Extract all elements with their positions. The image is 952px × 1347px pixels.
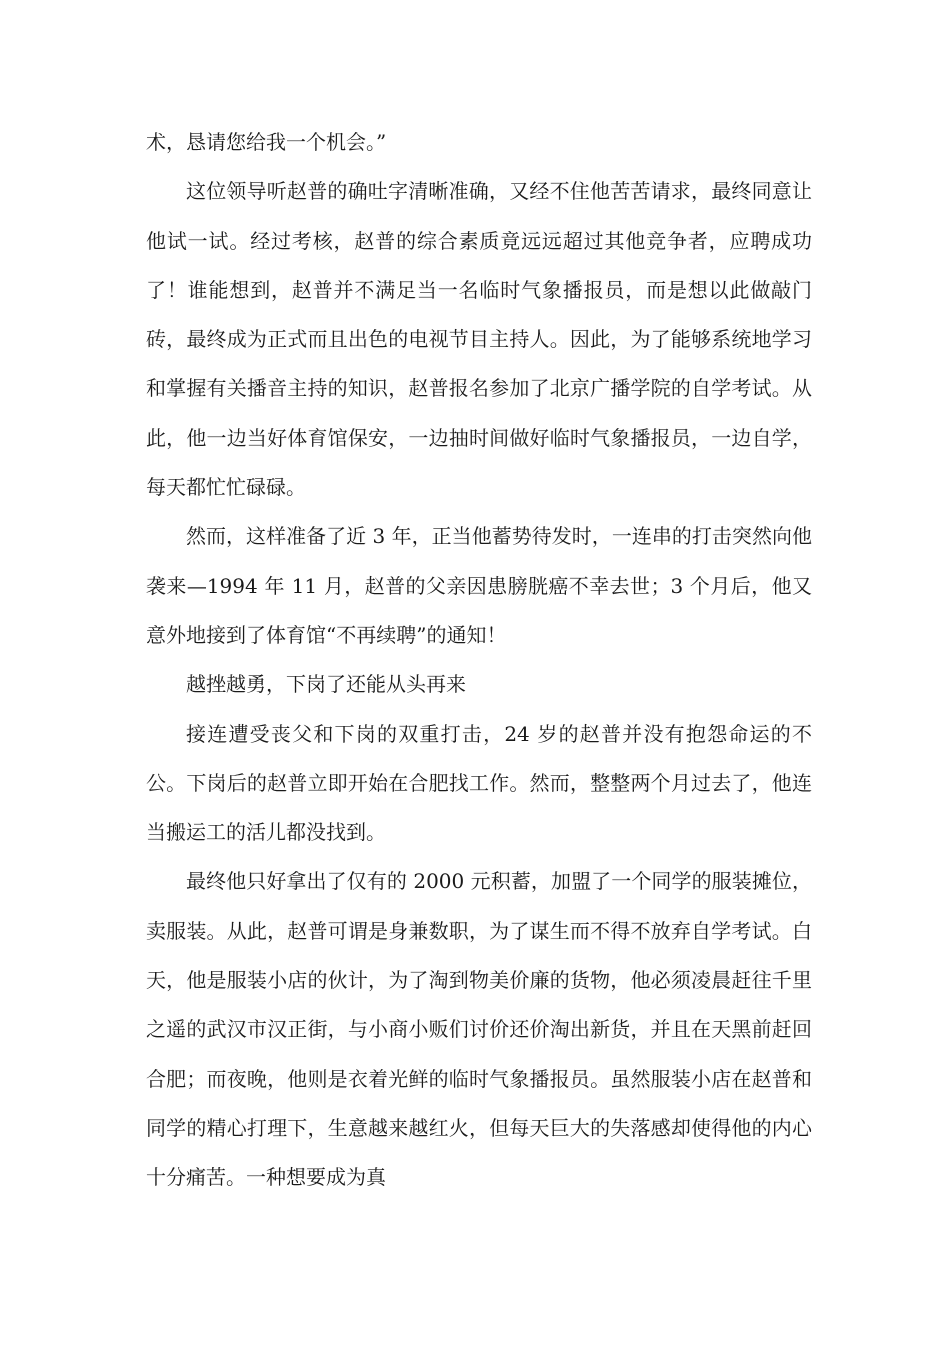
paragraph-continuation: 术，恳请您给我一个机会。” bbox=[146, 130, 387, 154]
paragraph: 接连遭受丧父和下岗的双重打击，24 岁的赵普并没有抱怨命运的不公。下岗后的赵普立即开始在合肥找工作。然而，整整两个月过去了，他连当搬运工的活儿都没找到。 bbox=[146, 721, 812, 845]
paragraph: 最终他只好拿出了仅有的 2000 元积蓄，加盟了一个同学的服装摊位，卖服装。从此，赵普可谓是身兼数职，为了谋生而不得不放弃自学考试。白天，他是服装小店的伙计，为了淘到物美价廉的货物，他必须凌晨赶往千里之遥的武汉市汉正街，与小商小贩们讨价还价淘出新货，并且在天黑前赶回合肥；而夜晚，他则是衣着光鲜的临时气象播报员。虽然服装小店在赵普和同学的精心打理下，生意越来越红火，但每天巨大的失落感却使得他的内心十分痛苦。一种想要成为真 bbox=[146, 869, 812, 1190]
article-body bbox=[146, 118, 812, 1203]
paragraph: 然而，这样准备了近 3 年，正当他蓄势待发时，一连串的打击突然向他袭来—1994 年 11 月，赵普的父亲因患膀胱癌不幸去世；3 个月后，他又意外地接到了体育馆“不再续聘”的通知！ bbox=[146, 524, 812, 647]
section-heading: 越挫越勇，下岗了还能从头再来 bbox=[186, 672, 466, 697]
paragraph: 这位领导听赵普的确吐字清晰准确，又经不住他苦苦请求，最终同意让他试一试。经过考核，赵普的综合素质竟远远超过其他竞争者，应聘成功了！谁能想到，赵普并不满足当一名临时气象播报员，而是想以此做敲门砖，最终成为正式而且出色的电视节目主持人。因此，为了能够系统地学习和掌握有关播音主持的知识，赵普报名参加了北京广播学院的自学考试。从此，他一边当好体育馆保安，一边抽时间做好临时气象播报员，一边自学，每天都忙忙碌碌。 bbox=[146, 179, 812, 500]
